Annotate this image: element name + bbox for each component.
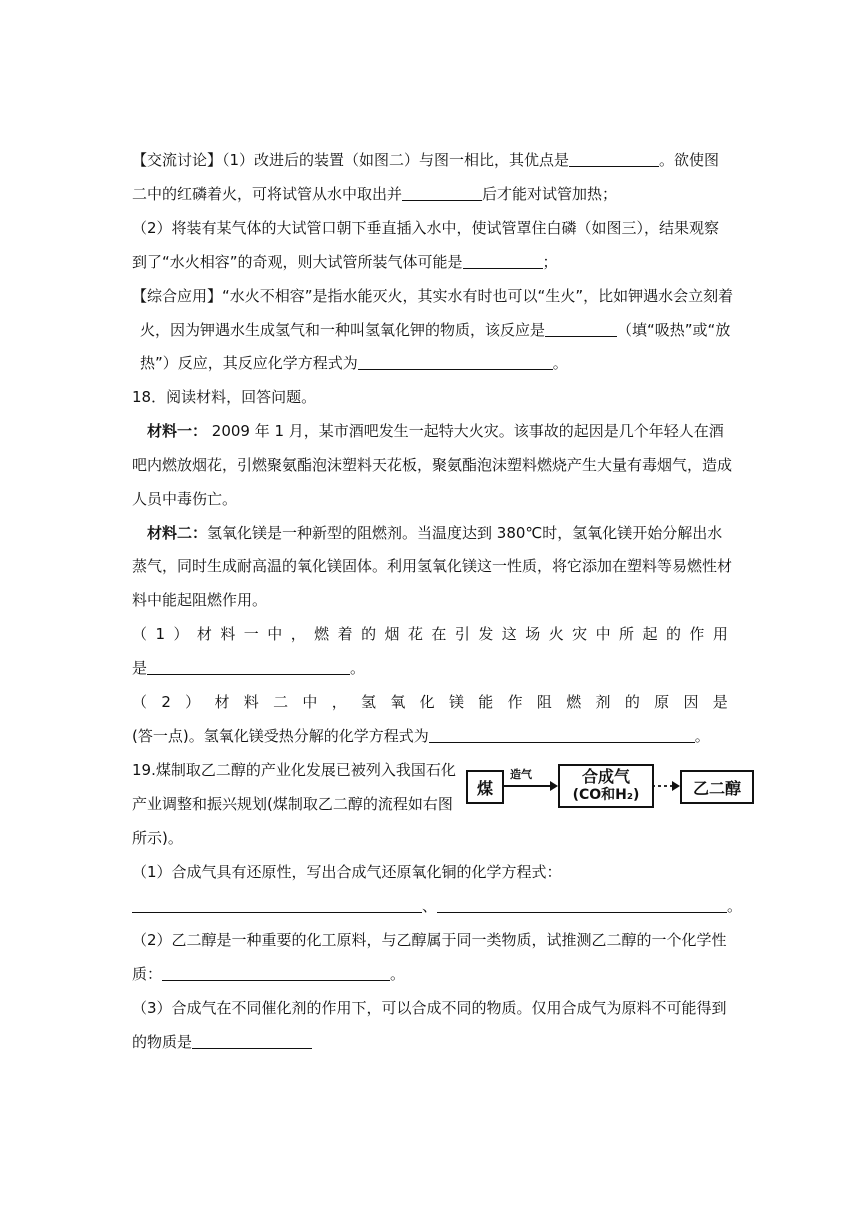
justified-char: 二 (273, 693, 289, 711)
application-line-3: 热”）反应，其反应化学方程式为 。 (140, 354, 568, 372)
justified-char: ） (173, 625, 189, 643)
q18-material2-line-1: 材料二：氢氧化镁是一种新型的阻燃剂。当温度达到 380℃时，氢氧化镁开始分解出水 (147, 524, 723, 542)
justified-char: 引 (454, 625, 470, 643)
justified-char: 燃 (566, 693, 582, 711)
justified-char: 料 (243, 693, 259, 711)
justified-char: 着 (337, 625, 353, 643)
q19-part2-line-2: 质： 。 (132, 965, 406, 983)
q18-question2-line-1 (132, 692, 728, 712)
justified-char: 剂 (595, 693, 611, 711)
justified-char: 在 (431, 625, 447, 643)
justified-char: 2 (161, 693, 171, 711)
justified-char: 烟 (384, 625, 400, 643)
justified-char: 氧 (390, 693, 406, 711)
justified-char: 的 (665, 625, 681, 643)
justified-char: 一 (243, 625, 259, 643)
discussion-line-3: （2）将装有某气体的大试管口朝下垂直插入水中，使试管罩住白磷（如图三），结果观察 (132, 219, 720, 237)
answer-blank[interactable] (545, 321, 617, 337)
answer-blank[interactable] (358, 354, 553, 370)
answer-blank[interactable] (162, 965, 390, 981)
q18-material1-line-3: 人员中毒伤亡。 (132, 490, 238, 508)
answer-blank[interactable] (132, 897, 422, 913)
q18-material2-line-2: 蒸气，同时生成耐高温的氧化镁固体。利用氢氧化镁这一性质，将它添加在塑料等易燃性材 (132, 557, 733, 575)
q19-line-3: 所示)。 (132, 829, 183, 847)
q19-part3-line-2: 的物质是 (132, 1032, 312, 1052)
flow-box-ethylene-glycol: 乙二醇 (680, 770, 754, 804)
justified-char: 中 (302, 693, 318, 711)
justified-char: 场 (525, 625, 541, 643)
answer-blank[interactable] (402, 185, 482, 201)
justified-char: ） (185, 693, 201, 711)
q19-part1-line-2: 、 。 (132, 896, 742, 916)
justified-char: 料 (220, 625, 236, 643)
justified-char: （ (132, 625, 148, 643)
justified-char: 发 (478, 625, 494, 643)
q18-title: 18．阅读材料，回答问题。 (132, 388, 317, 406)
justified-char: 1 (155, 625, 165, 643)
answer-blank[interactable] (569, 151, 659, 167)
justified-char: 化 (419, 693, 435, 711)
justified-char: 镁 (448, 693, 464, 711)
justified-char: 起 (642, 625, 658, 643)
answer-blank[interactable] (192, 1033, 312, 1049)
q18-question1-line-1 (132, 624, 728, 644)
justified-char: 的 (361, 625, 377, 643)
justified-char: 所 (619, 625, 635, 643)
justified-char: 阻 (536, 693, 552, 711)
justified-char: 的 (624, 693, 640, 711)
justified-char: （ (132, 693, 148, 711)
answer-blank[interactable] (429, 727, 695, 743)
justified-char: 燃 (314, 625, 330, 643)
justified-char: 花 (407, 625, 423, 643)
justified-char: 用 (712, 625, 728, 643)
solid-arrow-icon (504, 780, 558, 792)
justified-char: 是 (712, 693, 728, 711)
flow-arrow-label: 造气 (510, 768, 532, 781)
justified-char: 材 (214, 693, 230, 711)
justified-char: ， (290, 625, 306, 643)
q19-line-2: 产业调整和振兴规划(煤制取乙二醇的流程如右图 (132, 795, 453, 813)
flow-box-syngas: 合成气 (CO和H₂) (558, 764, 654, 808)
flow-box-coal: 煤 (466, 770, 504, 804)
q19-part2-line-1: （2）乙二醇是一种重要的化工原料，与乙醇属于同一类物质，试推测乙二醇的一个化学性 (132, 931, 727, 949)
justified-char: 灾 (572, 625, 588, 643)
justified-char: 作 (507, 693, 523, 711)
application-line-2: 火，因为钾遇水生成氢气和一种叫氢氧化钾的物质，该反应是 （填“吸热”或“放 (140, 321, 731, 339)
q18-question2-line-2: (答一点)。氢氧化镁受热分解的化学方程式为 。 (132, 727, 710, 745)
justified-char: 因 (683, 693, 699, 711)
coal-to-glycol-flow-diagram (466, 764, 754, 810)
justified-char: 原 (654, 693, 670, 711)
justified-char: ， (331, 693, 347, 711)
q19-part1-line-1: （1）合成气具有还原性，写出合成气还原氧化铜的化学方程式： (132, 863, 562, 881)
justified-char: 作 (689, 625, 705, 643)
justified-char: 中 (267, 625, 283, 643)
discussion-line-2: 二中的红磷着火，可将试管从水中取出并 后才能对试管加热； (132, 185, 618, 203)
q18-material2-line-3: 料中能起阻燃作用。 (132, 591, 268, 609)
discussion-line-1: 【交流讨论】（1）改进后的装置（如图二）与图一相比，其优点是 。欲使图 (132, 151, 720, 169)
answer-blank[interactable] (437, 897, 727, 913)
q18-material1-line-1: 材料一： 2009 年 1 月，某市酒吧发生一起特大火灾。该事故的起因是几个年轻人在酒 (147, 422, 724, 440)
justified-char: 能 (478, 693, 494, 711)
justified-char: 氢 (361, 693, 377, 711)
justified-char: 中 (595, 625, 611, 643)
justified-char: 火 (548, 625, 564, 643)
q18-material1-line-2: 吧内燃放烟花，引燃聚氨酯泡沫塑料天花板，聚氨酯泡沫塑料燃烧产生大量有毒烟气，造成 (132, 456, 733, 474)
q18-question1-line-2: 是 。 (132, 659, 366, 677)
answer-blank[interactable] (463, 253, 543, 269)
dashed-arrow-icon (652, 780, 680, 792)
q19-line-1: 19.煤制取乙二醇的产业化发展已被列入我国石化 (132, 761, 456, 779)
justified-char: 材 (196, 625, 212, 643)
discussion-line-4: 到了“水火相容”的奇观，则大试管所装气体可能是 ； (132, 253, 558, 271)
application-line-1: 【综合应用】“水火不相容”是指水能灭火，其实水有时也可以“生火”，比如钾遇水会立刻着 (132, 287, 734, 305)
q19-part3-line-1: （3）合成气在不同催化剂的作用下，可以合成不同的物质。仅用合成气为原料不可能得到 (132, 999, 727, 1017)
answer-blank[interactable] (147, 659, 350, 675)
justified-char: 这 (501, 625, 517, 643)
